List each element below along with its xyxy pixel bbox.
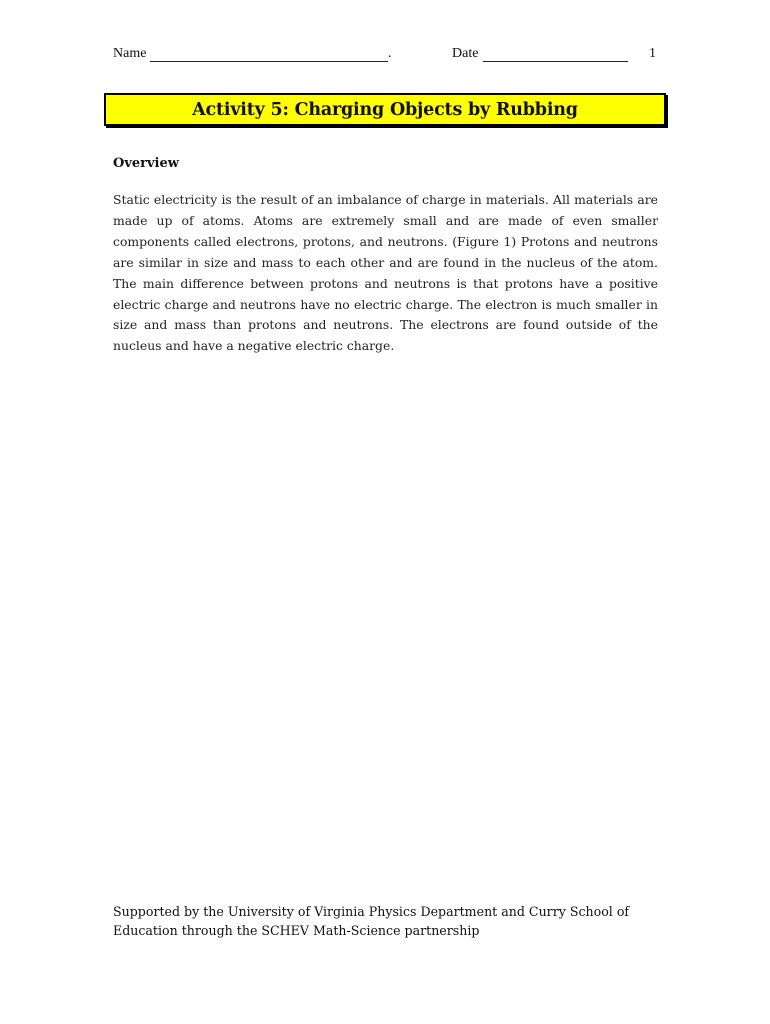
date-blank-line[interactable] xyxy=(483,61,628,62)
overview-paragraph: Static electricity is the result of an imbalance of charge in materials. All materials are made up of atoms. Atoms are extremely small and are made of even smaller components called electrons, protons, and neutrons. (Figure 1) Protons and neutrons are similar in size and mass to each other and are found in the nucleus of the atom. The main difference between protons and neutrons is that protons have a positive electric charge and neutrons have no electric charge. The electron is much smaller in size and mass than protons and neutrons. The electrons are found outside of the nucleus and have a negative electric charge. xyxy=(113,192,658,354)
page-title: Activity 5: Charging Objects by Rubbing xyxy=(192,99,578,120)
overview-heading: Overview xyxy=(113,156,179,171)
footer-acknowledgement: Supported by the University of Virginia Physics Department and Curry School of Education through the SCHEV Math-Science partnership xyxy=(113,904,630,938)
page-number: 1 xyxy=(649,46,656,61)
date-label: Date xyxy=(452,46,479,61)
page-header xyxy=(113,46,658,66)
name-blank-line[interactable] xyxy=(150,61,388,62)
name-line-period: . xyxy=(388,46,392,61)
title-banner xyxy=(104,93,666,126)
name-label: Name xyxy=(113,46,147,61)
